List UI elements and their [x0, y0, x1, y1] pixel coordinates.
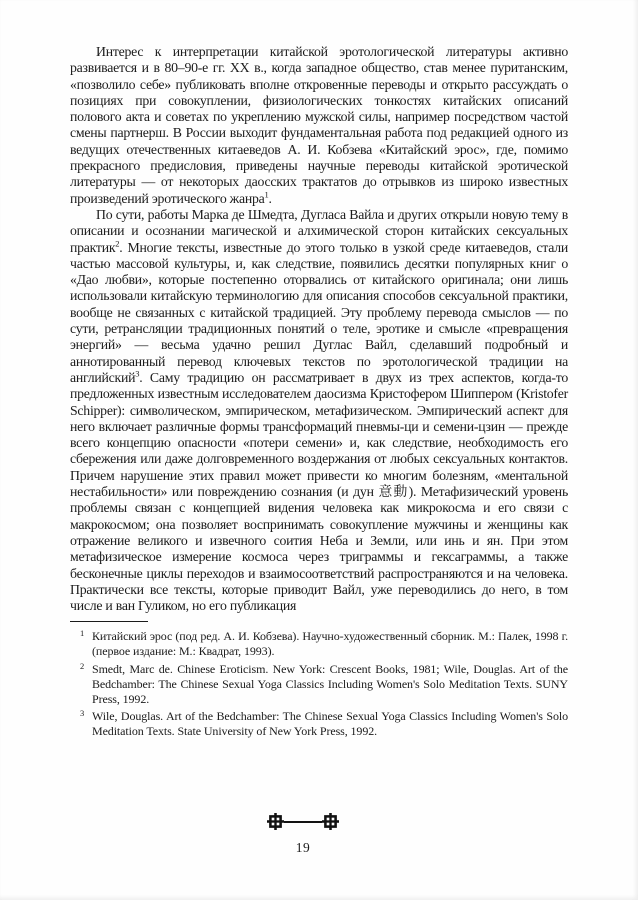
footnote — [70, 629, 568, 659]
footnote — [70, 709, 568, 739]
footnote — [70, 662, 568, 706]
page-number: 19 — [295, 840, 311, 855]
footer-ornament — [267, 813, 339, 830]
footnote-reference: 2 — [115, 237, 120, 248]
body-paragraph: Интерес к интерпретации китайской эротологической литературы активно развивается и в 80–90-е гг. XX в., когда западное общество, став менее пуританским, «позволило себе» публиковать вполне откровенные переводы и открыто рассуждать о позициях при совокуплении, физиологических тонкостях китайских описаний полового акта и советах по укреплению мужской силы, например посредством частой смены партнерш. В России выходит фундаментальная работа под редакцией одного из ведущих отечественных китаеведов А. И. Кобзева «Китайский эрос», где, помимо прекрасного предисловия, приведены научные переводы китайской эротической литературы — от некоторых даосских трактатов до отрывков из широко известных произведений эротического жанра$^1$. — [70, 44, 568, 206]
ornament-line — [284, 821, 322, 823]
footnotes-section — [70, 629, 568, 739]
footnote-reference: 1 — [264, 189, 269, 200]
ornament-right-glyph-icon — [322, 813, 339, 830]
footnote-text: Китайский эрос (под ред. А. И. Кобзева). Научно-художественный сборник. М.: Палек, 1998 г. (первое издание: М.: Квадрат, 1993). — [92, 629, 568, 659]
body-paragraphs — [70, 44, 568, 614]
footnote-separator — [70, 621, 148, 622]
footnote-marker: 2 — [80, 660, 85, 671]
footnote-marker: 3 — [80, 708, 85, 719]
footnote-reference: 3 — [135, 368, 140, 379]
ornament-left-glyph-icon — [267, 813, 284, 830]
footnote-text: Wile, Douglas. Art of the Bedchamber: The Chinese Sexual Yoga Classics Including Women's Solo Meditation Texts. State University of New York Press, 1992. — [92, 709, 568, 739]
text-block — [70, 44, 568, 742]
body-paragraph: По сути, работы Марка де Шмедта, Дугласа Вайла и других открыли новую тему в описании и осознании магической и алхимической сторон китайских сексуальных практик$^2$. Многие тексты, известные до этого только в узкой среде китаеведов, стали частью массовой культуры, и, как следствие, появились десятки популярных книг о «Дао любви», которые постепенно оторвались от китайского оригинала; они лишь использовали китайскую терминологию для описания способов сексуальной практики, вообще не связанных с китайской традицией. Эту проблему перевода смыслов — по сути, ретрансляции традиционных понятий о теле, эротике и смысле «превращения энергий» — весьма удачно решил Дуглас Вайл, сделавший подробный и аннотированный перевод ключевых текстов по эротологической традиции на английский$^3$. Саму традицию он рассматривает в двух из трех аспектов, когда-то предложенных известным исследователем даосизма Кристофером Шиппером (Kristofer Schipper): символическом, эмпирическом, метафизическом. Эмпирический аспект для него включает различные формы трансформаций пневмы-ци и семени-цзин — прежде всего концепцию опасности «потери семени» и, как следствие, необходимость его сбережения или даже долговременного воздержания от любых сексуальных контактов. Причем нарушение этих правил может привести ко многим болезням, «ментальной нестабильности» или повреждению сознания (и дун 意動). Метафизический уровень проблемы связан с концепцией видения человека как микрокосма и его связи с макрокосмом; она позволяет воспринимать совокупление мужчины и женщины как отражение великого и извечного соития Неба и Земли, или инь и ян. При этом метафизическое измерение космоса через триграммы и гексаграммы, а также бесконечные циклы переходов и взаимосоответствий распространяются и на человека. Практически все тексты, которые приводит Вайл, уже переводились до него, в том числе и ван Гуликом, но его публикация — [70, 206, 568, 614]
footnote-marker: 1 — [80, 628, 85, 639]
footnote-text: Smedt, Marc de. Chinese Eroticism. New York: Crescent Books, 1981; Wile, Douglas. Art of the Bedchamber: The Chinese Sexual Yoga Classics Including Women's Solo Meditation Texts. SUNY Press, 1992. — [92, 661, 568, 706]
